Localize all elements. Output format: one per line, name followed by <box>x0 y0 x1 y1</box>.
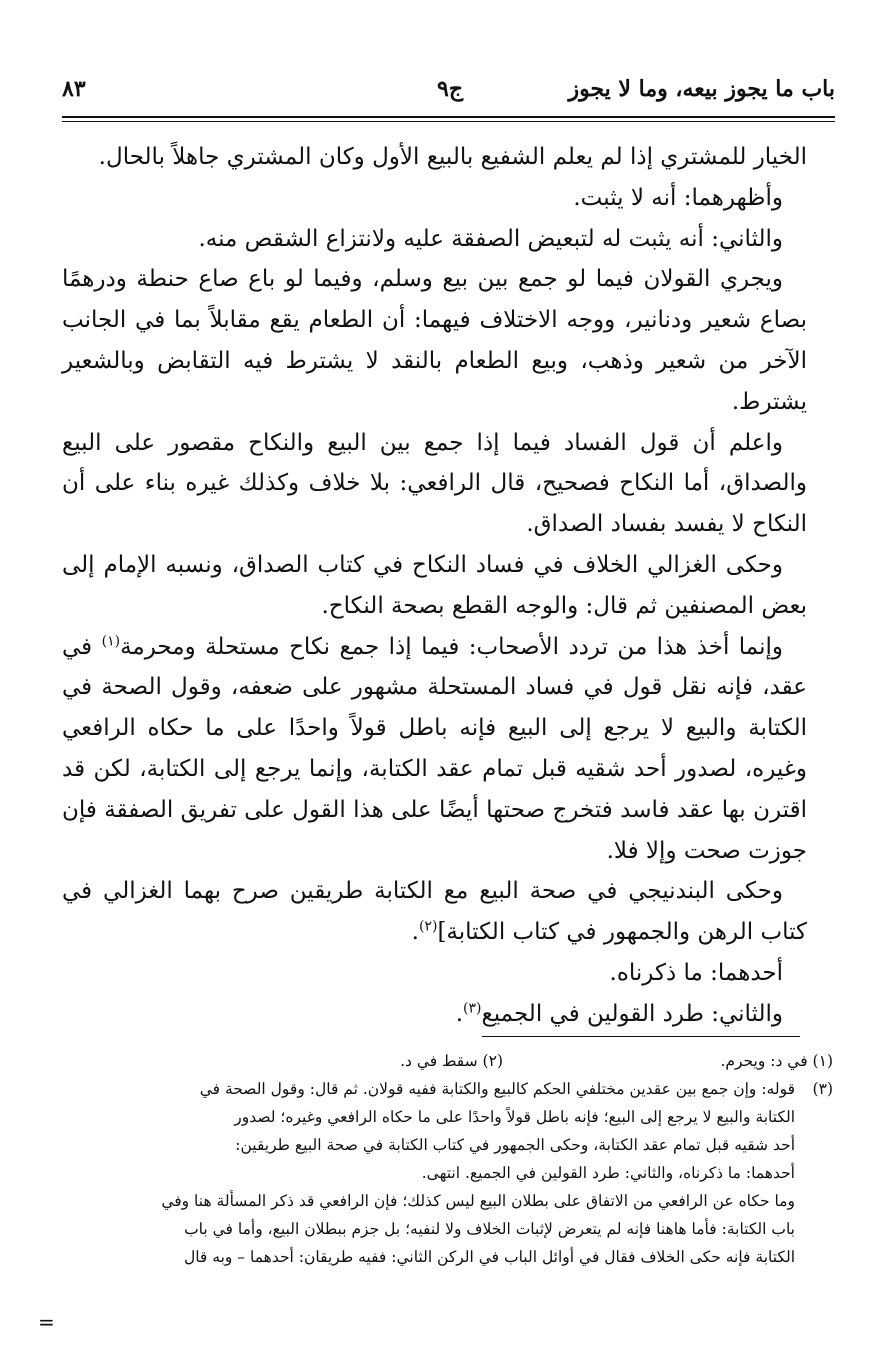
continuation-mark: = <box>38 1310 55 1334</box>
paragraph <box>62 994 807 1035</box>
paragraph-text: والثاني: طرد القولين في الجميع <box>481 1000 783 1027</box>
main-text <box>62 137 807 1035</box>
paragraph-text: وإنما أخذ هذا من تردد الأصحاب: فيما إذا جمع نكاح مستحلة ومحرمة <box>120 633 783 660</box>
footnote-ref-3[interactable]: (٣) <box>463 1000 482 1017</box>
paragraph <box>62 627 807 872</box>
footnote-3 <box>70 1075 833 1271</box>
footnote-2: (٢) سقط في د. <box>400 1052 503 1070</box>
paragraph-text: . <box>411 919 419 946</box>
paragraph: وأظهرهما: أنه لا يثبت. <box>573 184 783 211</box>
footnote-1: (١) في د: ويحرم. <box>720 1052 833 1070</box>
paragraph: واعلم أن قول الفساد فيما إذا جمع بين البيع والنكاح مقصور على البيع والصداق، أما النكاح فصحيح، قال الرافعي: بلا خلاف وكذلك غيره بناء على أن النكاح لا يفسد بفساد الصداق. <box>62 429 807 538</box>
footnote-line: وما حكاه عن الرافعي من الاتفاق على بطلان البيع ليس كذلك؛ فإن الرافعي قد ذكر المسألة هنا وفي <box>161 1192 795 1210</box>
footnote-line: أحد شقيه قبل تمام عقد الكتابة، وحكى الجمهور في كتاب الكتابة في صحة البيع طريقين: <box>235 1136 795 1154</box>
footnotes <box>70 1047 833 1271</box>
footnote-line: أحدهما: ما ذكرناه، والثاني: طرد القولين في الجميع. انتهى. <box>421 1164 795 1182</box>
chapter-title: باب ما يجوز بيعه، وما لا يجوز <box>568 76 835 102</box>
footnote-line: قوله: وإن جمع بين عقدين مختلفي الحكم كالبيع والكتابة ففيه قولان. ثم قال: وقول الصحة في <box>199 1080 795 1098</box>
header-rule <box>62 116 835 122</box>
paragraph: أحدهما: ما ذكرناه. <box>609 959 783 986</box>
footnote-ref-2[interactable]: (٢) <box>418 918 438 935</box>
footnote-rule <box>482 1036 800 1037</box>
page-number: ٨٣ <box>62 76 86 102</box>
paragraph: وحكى الغزالي الخلاف في فساد النكاح في كتاب الصداق، ونسبه الإمام إلى بعض المصنفين ثم قال: والوجه القطع بصحة النكاح. <box>62 551 807 619</box>
paragraph: الخيار للمشتري إذا لم يعلم الشفيع بالبيع الأول وكان المشتري جاهلاً بالحال. <box>98 144 807 170</box>
footnote-line: الكتابة والبيع لا يرجع إلى البيع؛ فإنه باطل قولاً واحدًا على ما حكاه الرافعي وغيره؛ لصدور <box>234 1108 795 1126</box>
paragraph: ويجري القولان فيما لو جمع بين بيع وسلم، وفيما لو باع صاع حنطة ودرهمًا بصاع شعير ودنانير، ووجه الاختلاف فيهما: أن الطعام يقع مقابلاً بما في الجانب الآخر من شعير وذهب، وبيع الطعام بالنقد لا يشترط فيه التقابض وبالشعير يشترط. <box>62 266 807 415</box>
paragraph-text: وحكى البندنيجي في صحة البيع مع الكتابة طريقين صرح بهما الغزالي في كتاب الرهن والجمهور في كتاب الكتابة] <box>62 878 807 946</box>
running-header <box>62 70 835 110</box>
paragraph-text: في عقد، فإنه نقل قول في فساد المستحلة مشهور على ضعفه، وقول الصحة في الكتابة والبيع لا يرجع إلى البيع فإنه باطل قولاً واحدًا على ما حكاه الرافعي وغيره، لصدور أحد شقيه قبل تمام عقد الكتابة، وإنما يرجع إلى الكتابة، لكن قد اقترن بها عقد فاسد فتخرج صحتها أيضًا على هذا القول على تفريق الصفقة فإن جوزت صحت وإلا فلا. <box>62 633 807 864</box>
footnote-line: باب الكتابة: فأما هاهنا فإنه لم يتعرض لإثبات الخلاف ولا لنفيه؛ بل جزم ببطلان البيع، وأما في باب <box>184 1220 795 1238</box>
paragraph-text: . <box>455 1000 464 1027</box>
footnote-ref-1[interactable]: (١) <box>101 632 121 649</box>
footnote-3-number: (٣) <box>812 1080 833 1098</box>
volume-number: ج٩ <box>437 76 464 102</box>
footnote-row <box>70 1047 833 1075</box>
footnote-line: الكتابة فإنه حكى الخلاف فقال في أوائل الباب في الركن الثاني: ففيه طريقان: أحدهما – وبه قال <box>183 1248 795 1266</box>
paragraph: والثاني: أنه يثبت له لتبعيض الصفقة عليه ولانتزاع الشقص منه. <box>198 225 783 252</box>
footnote-3-text <box>70 1075 795 1271</box>
paragraph <box>62 871 807 953</box>
